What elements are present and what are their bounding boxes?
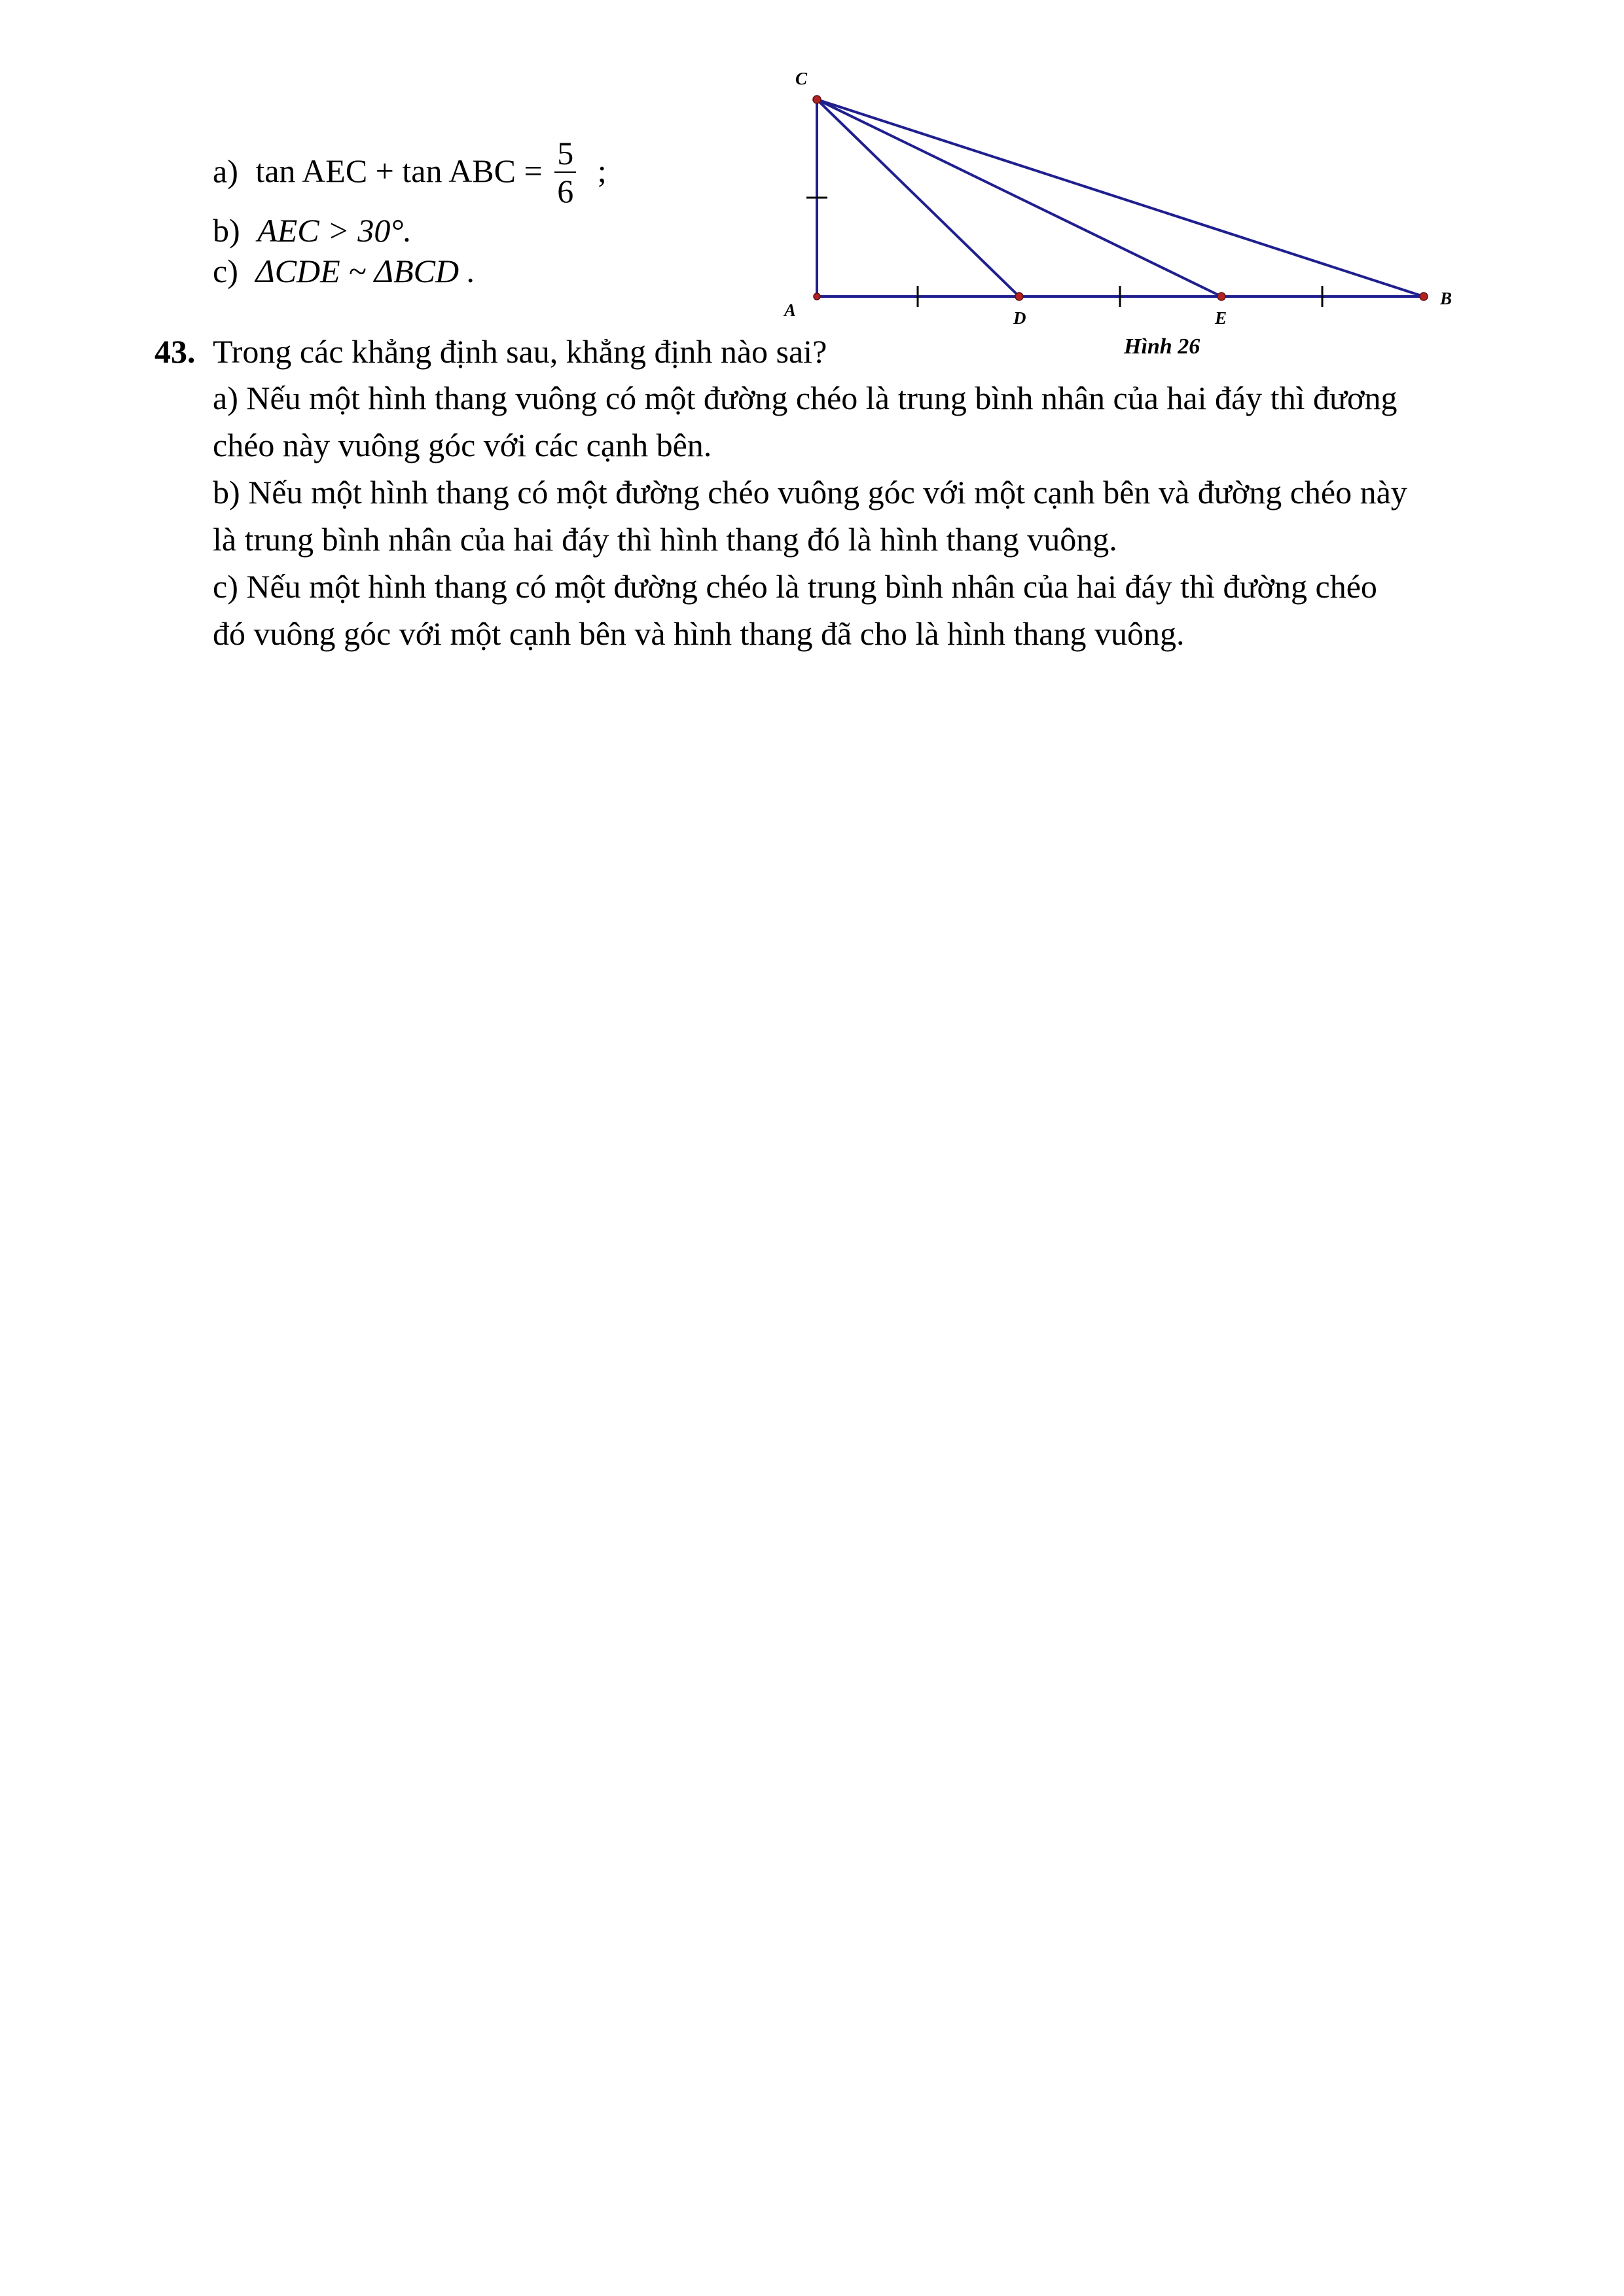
option-b-expression: AEC > 30°. — [257, 212, 412, 249]
option-a-label: a) — [213, 152, 238, 190]
figure-caption: Hình 26 — [1124, 334, 1200, 359]
option-c-label: c) — [213, 253, 238, 289]
fraction-denominator: 6 — [557, 173, 574, 209]
question-43-line-3: b) Nếu một hình thang có một đường chéo vuông góc với một cạnh bên và đường chéo này — [213, 474, 1407, 511]
option-a-end: ; — [597, 152, 607, 190]
point-b — [1420, 293, 1428, 300]
option-a — [213, 137, 607, 212]
geometry-figure — [772, 62, 1466, 370]
option-a-expression: tan AEC + tan ABC = — [255, 152, 543, 190]
label-b: B — [1440, 289, 1453, 308]
label-d: D — [1013, 308, 1026, 328]
segment-cb — [817, 99, 1424, 296]
label-c: C — [795, 69, 808, 88]
point-c — [813, 96, 821, 103]
question-43-line-5: c) Nếu một hình thang có một đường chéo là trung bình nhân của hai đáy thì đường chéo — [213, 568, 1377, 605]
label-e: E — [1215, 308, 1227, 328]
question-43-line-6: đó vuông góc với một cạnh bên và hình thang đã cho là hình thang vuông. — [213, 615, 1185, 652]
question-43-line-2: chéo này vuông góc với các cạnh bên. — [213, 427, 712, 463]
question-number: 43. — [154, 333, 196, 370]
figure-svg — [772, 62, 1466, 370]
question-prompt: Trong các khẳng định sau, khẳng định nào sai? — [213, 333, 827, 370]
option-c-expression: ΔCDE ~ ΔBCD . — [255, 253, 476, 289]
segment-ce — [817, 99, 1221, 296]
segment-cd — [817, 99, 1019, 296]
question-43-line-4: là trung bình nhân của hai đáy thì hình thang đó là hình thang vuông. — [213, 521, 1117, 558]
option-b — [213, 211, 412, 250]
fraction — [554, 135, 576, 209]
option-c — [213, 251, 475, 291]
label-a: A — [784, 300, 797, 320]
point-e — [1218, 293, 1225, 300]
question-43-header — [154, 332, 827, 371]
fraction-numerator: 5 — [554, 135, 576, 173]
point-d — [1015, 293, 1023, 300]
point-a — [814, 293, 820, 300]
question-43-line-1: a) Nếu một hình thang vuông có một đường chéo là trung bình nhân của hai đáy thì đương — [213, 380, 1398, 416]
option-b-label: b) — [213, 212, 240, 249]
